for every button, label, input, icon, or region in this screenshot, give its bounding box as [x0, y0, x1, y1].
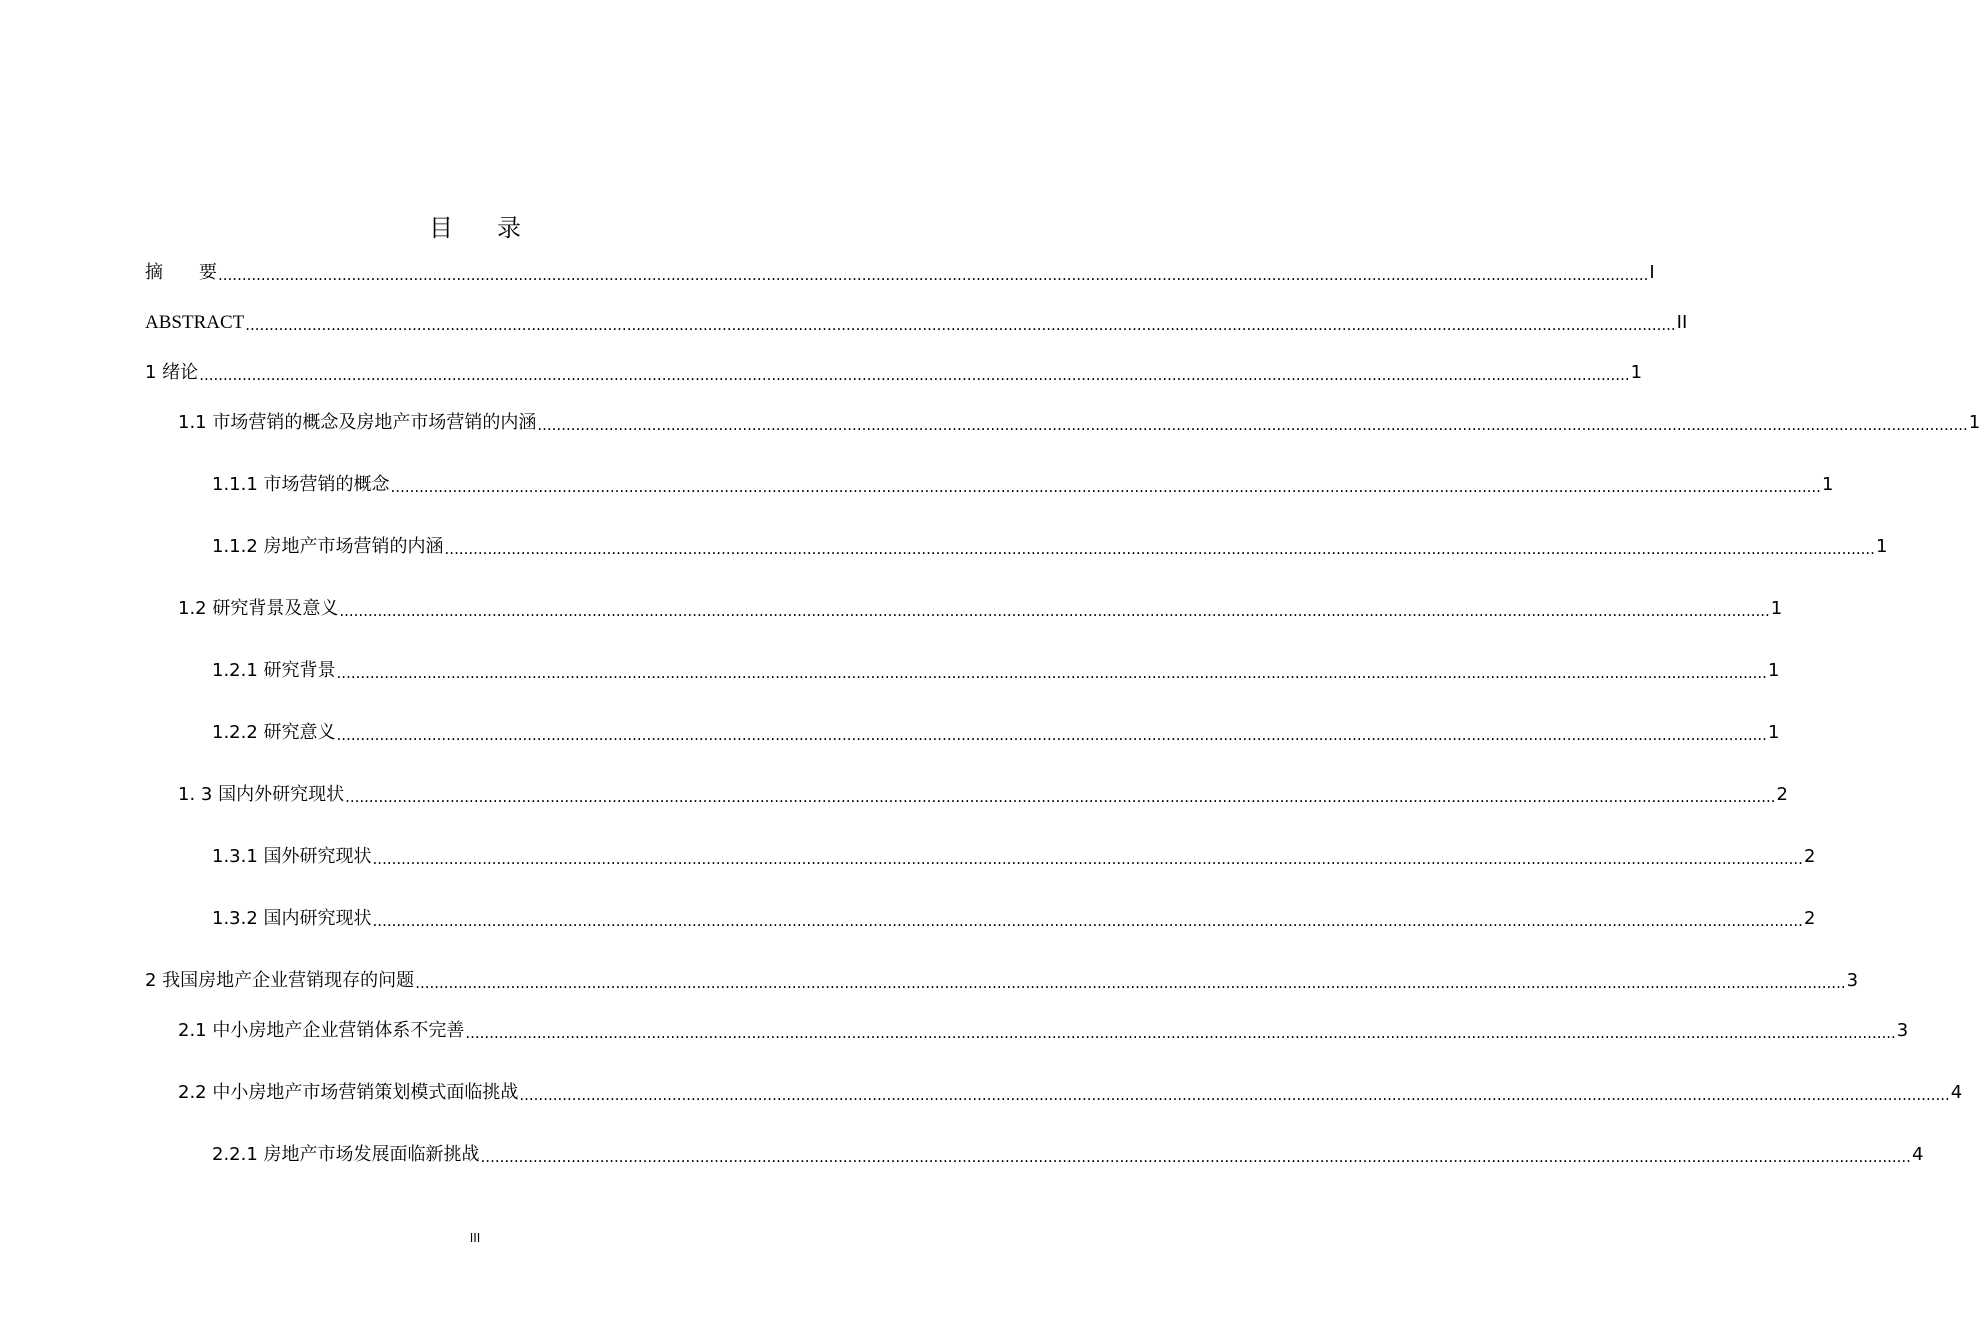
toc-entry-section-2-2-1[interactable] — [212, 1142, 1924, 1168]
toc-entry-section-1-1[interactable] — [178, 410, 1980, 436]
toc-entry-page: 2 — [1776, 784, 1788, 805]
toc-entry-page: 4 — [1911, 1144, 1924, 1165]
toc-entry-chapter-1[interactable] — [145, 360, 1643, 386]
dot-leader: ............................................................................................................................................................................................................................................................................................................ — [245, 316, 1676, 334]
toc-entry-section-1-2[interactable] — [178, 596, 1783, 622]
toc-entry-page: 1 — [1630, 362, 1643, 383]
toc-entry-section-1-3-2[interactable] — [212, 906, 1816, 932]
dot-leader: ............................................................................................................................................................................................................................................................................................................ — [372, 850, 1803, 868]
toc-entry-section-1-1-2[interactable] — [212, 534, 1888, 560]
toc-entry-page: 2 — [1803, 908, 1816, 929]
toc-entry-page: 2 — [1803, 846, 1816, 867]
dot-leader: ............................................................................................................................................................................................................................................................................................................ — [339, 602, 1770, 620]
dot-leader: ............................................................................................................................................................................................................................................................................................................ — [444, 540, 1875, 558]
toc-entry-section-1-2-2[interactable] — [212, 720, 1780, 746]
toc-entry-page: 1 — [1770, 598, 1783, 619]
toc-entry-label: ABSTRACT — [145, 312, 245, 333]
toc-entry-section-1-2-1[interactable] — [212, 658, 1780, 684]
toc-entry-section-2-1[interactable] — [178, 1018, 1909, 1044]
toc-entry-abstract-cn[interactable] — [145, 260, 1655, 286]
toc-entry-label: 1.3.1 国外研究现状 — [212, 846, 372, 867]
toc-entry-page: 1 — [1875, 536, 1888, 557]
dot-leader: ............................................................................................................................................................................................................................................................................................................ — [390, 478, 1821, 496]
toc-entry-page: 3 — [1846, 970, 1859, 991]
toc-entry-page: 1 — [1767, 660, 1780, 681]
toc-entry-label: 摘 要 — [145, 262, 217, 283]
toc-entry-label: 1.2 研究背景及意义 — [178, 598, 339, 619]
toc-entry-section-1-1-1[interactable] — [212, 472, 1834, 498]
dot-leader: ............................................................................................................................................................................................................................................................................................................ — [336, 664, 1767, 682]
toc-entry-page: 3 — [1896, 1020, 1909, 1041]
toc-entry-chapter-2[interactable] — [145, 968, 1859, 994]
toc-entry-page: II — [1676, 312, 1688, 333]
toc-entry-label: 1. 3 国内外研究现状 — [178, 784, 345, 805]
toc-entry-label: 1.2.1 研究背景 — [212, 660, 336, 681]
dot-leader: ............................................................................................................................................................................................................................................................................................................ — [465, 1024, 1896, 1042]
dot-leader: ............................................................................................................................................................................................................................................................................................................ — [480, 1148, 1911, 1166]
dot-leader: ............................................................................................................................................................................................................................................................................................................ — [372, 912, 1803, 930]
toc-entry-section-1-3-1[interactable] — [212, 844, 1816, 870]
toc-entry-page: 4 — [1950, 1082, 1963, 1103]
toc-entry-page: 1 — [1821, 474, 1834, 495]
toc-entry-label: 1.1.1 市场营销的概念 — [212, 474, 390, 495]
toc-title: 目录 — [429, 214, 565, 242]
toc-entry-label: 2.2.1 房地产市场发展面临新挑战 — [212, 1144, 480, 1165]
dot-leader: ............................................................................................................................................................................................................................................................................................................ — [519, 1086, 1950, 1104]
toc-entry-label: 1.1 市场营销的概念及房地产市场营销的内涵 — [178, 412, 537, 433]
toc-entry-label: 1.3.2 国内研究现状 — [212, 908, 372, 929]
dot-leader: ............................................................................................................................................................................................................................................................................................................ — [336, 726, 1767, 744]
toc-entry-section-1-3[interactable] — [178, 782, 1788, 808]
toc-entry-label: 2.1 中小房地产企业营销体系不完善 — [178, 1020, 465, 1041]
toc-entry-section-2-2[interactable] — [178, 1080, 1963, 1106]
toc-entry-label: 1.1.2 房地产市场营销的内涵 — [212, 536, 444, 557]
dot-leader: ............................................................................................................................................................................................................................................................................................................ — [199, 366, 1630, 384]
dot-leader: ............................................................................................................................................................................................................................................................................................................ — [218, 266, 1649, 284]
toc-entry-abstract-en[interactable] — [145, 310, 1688, 336]
toc-entry-label: 2.2 中小房地产市场营销策划模式面临挑战 — [178, 1082, 519, 1103]
toc-entry-page: 1 — [1968, 412, 1980, 433]
dot-leader: ............................................................................................................................................................................................................................................................................................................ — [415, 974, 1846, 992]
page-number: III — [469, 1231, 481, 1245]
dot-leader: ............................................................................................................................................................................................................................................................................................................ — [345, 788, 1776, 806]
dot-leader: ............................................................................................................................................................................................................................................................................................................ — [537, 416, 1968, 434]
toc-entry-label: 2 我国房地产企业营销现存的问题 — [145, 970, 415, 991]
toc-entry-page: I — [1649, 262, 1655, 283]
toc-entry-label: 1 绪论 — [145, 362, 199, 383]
toc-entry-label: 1.2.2 研究意义 — [212, 722, 336, 743]
toc-entry-page: 1 — [1767, 722, 1780, 743]
